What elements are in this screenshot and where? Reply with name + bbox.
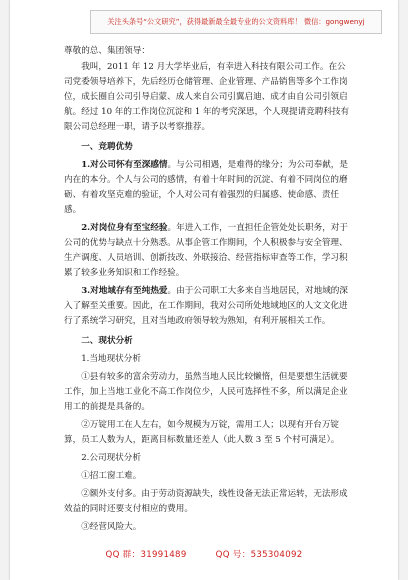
advantage-item-1	[64, 158, 352, 218]
subheading-company-analysis: 2.公司现状分析	[81, 453, 141, 463]
advantage-lead-1: 1.对公司怀有至深感情	[81, 160, 168, 170]
company-analysis-item-1: ①招工窗工难。	[81, 471, 142, 481]
advantage-lead-2: 2.对岗位身有至宝经验	[81, 223, 168, 233]
advantage-item-3	[64, 284, 352, 329]
advantage-item-2	[64, 221, 352, 281]
advantage-text-2: 。年进入工作，一直担任企管处处长职务，对于公司的优势与缺点十分熟悉。从事企管工作期间，个人积极参与安全管理、生产调度、人员培训、创新技改、外联接洽、经营指标审查等工作，学习积累了较多业务知识和工作经验。	[64, 223, 348, 278]
section-heading-analysis: 二、现状分析	[81, 336, 133, 346]
local-analysis-item-2: ②万锭用工在人左右，如今规模为万锭，需用工人；以现有开台万锭算，员工人数为人，距离目标数量还差人（此人数 3 至 5 个村可满足）。	[64, 420, 340, 445]
section-heading-advantages: 一、竞聘优势	[81, 142, 133, 152]
footer-qq-number: QQ 号：535304092	[215, 550, 303, 560]
advantage-lead-3: 3.对地域存有至纯热爱	[81, 286, 168, 296]
company-analysis-item-2: ②额外支付多。由于劳动资源缺失，线性设备无法正常运转，无法形成效益的同时还要支付相应的费用。	[64, 489, 348, 514]
greeting: 尊敬的总、集团领导：	[64, 46, 150, 56]
intro-paragraph: 我叫，2011 年 12 月大学毕业后，有幸进入科技有限公司工作。在公司党委领导培养下，先后经历仓储管理、企业管理、产品销售等多个工作岗位，成长圈自公司引导启蒙、成人来自公司引翼启迪、成才由自公司引领启航。经过 10 年的工作岗位沉淀和 1 年的考究深思，个人现提请竞聘科技有限公司总经理一职，请予以考察推荐。	[64, 62, 350, 132]
advantage-text-3: 。由于公司职工大多来自当地居民，对地域的深入了解至关重要。因此，在工作期间，我对公司所处地域地区的人文文化进行了系统学习研究，且对当地政府领导较为熟知，有利开展相关工作。	[64, 286, 348, 326]
footer-qq-group: QQ 群：31991489	[105, 550, 187, 560]
footer-contact	[10, 548, 398, 560]
document-page	[10, 0, 398, 580]
document-body	[64, 44, 352, 538]
header-banner: 关注头条号“公文研究”，获得最新最全最专业的公文资料库！ 微信：gongwenyj	[90, 10, 382, 34]
subheading-local-analysis: 1.当地现状分析	[81, 354, 141, 364]
local-analysis-item-1: ①县有较多的富余劳动力，虽然当地人民比较懒惰，但是要想生活就要工作，加上当地工业化不高工作岗位少，人民可选择性不多，所以满足企业用工的前提是具备的。	[64, 372, 348, 412]
company-analysis-item-3: ③经营风险大。	[81, 522, 142, 532]
advantage-text-1: 。与公司相遇，是难得的缘分；为公司奉献，是内在的本分。个人与公司的感情，有着十年时间的沉淀、有着不同岗位的磨砺、有着攻坚克难的验证，个人对公司有着强烈的归属感、使命感、责任感。	[64, 160, 348, 215]
